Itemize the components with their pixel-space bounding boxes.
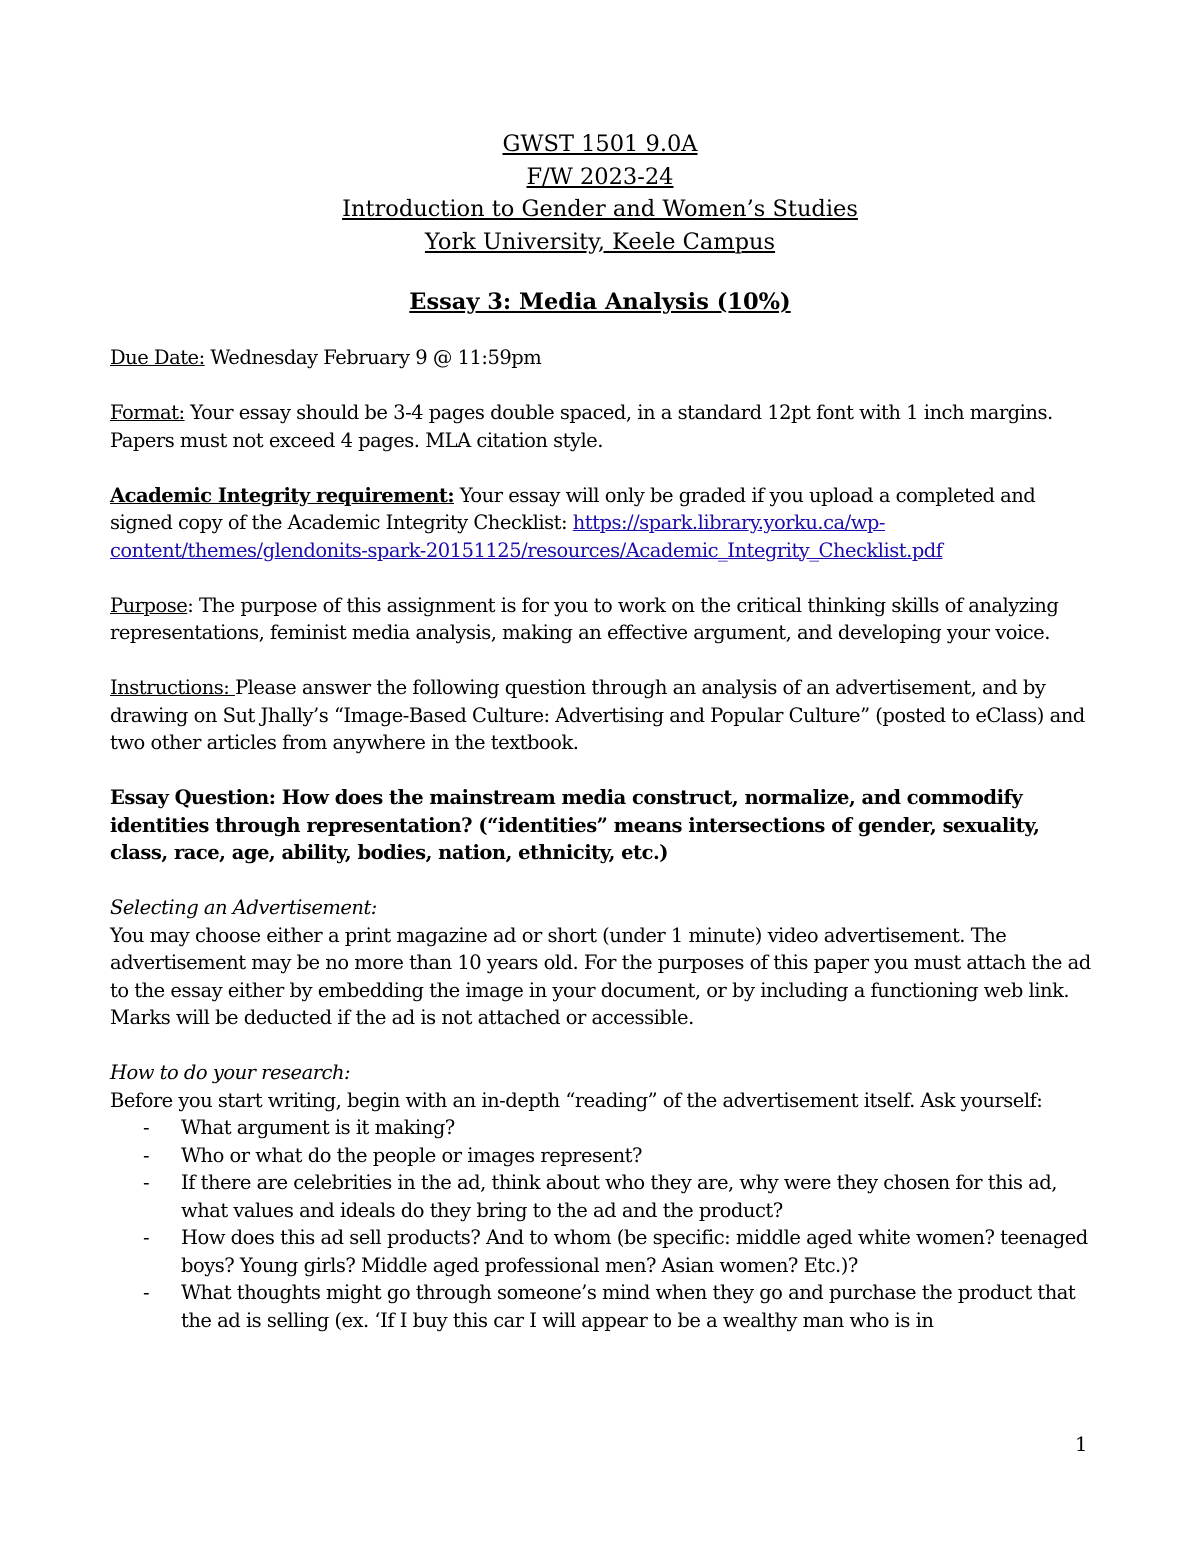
bullet-dash: -	[143, 1281, 150, 1304]
list-item: - What argument is it making?	[110, 1114, 1100, 1142]
selecting-heading: Selecting an Advertisement:	[110, 896, 377, 919]
selecting-text: You may choose either a print magazine ad or short (under 1 minute) video advertisement. The advertisement may be no more than 10 years old. For the purposes of this paper you must attach the ad to the essay either by embedding the image in your document, or by including a functioning web link. Marks will be deducted if the ad is not attached or accessible.	[110, 923, 1091, 1029]
research-section	[110, 1059, 1100, 1334]
due-date-paragraph	[110, 344, 1100, 372]
list-item: - If there are celebrities in the ad, think about who they are, why were they chosen for this ad, what values and ideals do they bring to the ad and the product?	[143, 1171, 1057, 1222]
instructions-text: Please answer the following question through an analysis of an advertisement, and by drawing on Sut Jhally’s “Image-Based Culture: Advertising and Popular Culture” (posted to eClass) and two other articles from anywhere in the textbook.	[110, 676, 1085, 754]
due-date-text: Wednesday February 9 @ 11:59pm	[204, 346, 542, 369]
document-body	[110, 344, 1100, 1334]
research-text: Before you start writing, begin with an in-depth “reading” of the advertisement itself. Ask yourself:	[110, 1088, 1043, 1112]
instructions-label: Instructions:	[110, 676, 236, 699]
integrity-label: Academic Integrity requirement:	[110, 483, 455, 507]
bullet-dash: -	[143, 1226, 150, 1249]
integrity-text: Your essay will only be graded if you upload a completed and signed copy of the Academic Integrity Checklist:	[110, 483, 1036, 534]
course-code: GWST 1501 9.0A	[502, 131, 698, 157]
integrity-link-line1[interactable]: https://spark.library.yorku.ca/wp-	[572, 511, 885, 534]
bullet-dash: -	[143, 1143, 150, 1167]
purpose-text: : The purpose of this assignment is for you to work on the critical thinking skills of analyzing representations, feminist media analysis, making an effective argument, and developing your voice.	[110, 593, 1059, 644]
format-paragraph	[110, 399, 1100, 454]
essay-question: Essay Question: How does the mainstream media construct, normalize, and commodify identities through representation? (“identities” means intersections of gender, sexuality, class, race, age, ability, bodies, nation, ethnicity, etc.)	[110, 786, 1040, 864]
course-term: F/W 2023-24	[526, 163, 674, 190]
page-number: 1	[1075, 1433, 1088, 1456]
format-text: Your essay should be 3-4 pages double spaced, in a standard 12pt font with 1 inch margins. Papers must not exceed 4 pages. MLA citation style.	[110, 401, 1053, 452]
due-date-label: Due Date:	[110, 346, 205, 369]
essay-title: Essay 3: Media Analysis (10%)	[409, 289, 791, 315]
list-item: - Who or what do the people or images represent?	[110, 1142, 1100, 1170]
integrity-link-line2[interactable]: content/themes/glendonits-spark-20151125/resources/Academic_Integrity_Checklist.pdf	[110, 538, 943, 562]
list-item: - What thoughts might go through someone’s mind when they go and purchase the product that the ad is selling (ex. ‘If I buy this car I will appear to be a wealthy man who is in	[143, 1281, 1076, 1332]
integrity-paragraph	[110, 482, 1100, 565]
course-header	[0, 128, 1200, 258]
research-heading: How to do your research:	[110, 1061, 351, 1084]
course-title: Introduction to Gender and Women’s Studies	[342, 196, 858, 222]
format-label: Format:	[110, 401, 185, 424]
purpose-label: Purpose	[110, 593, 188, 617]
selecting-paragraph	[110, 894, 1100, 1032]
bullet-dash: -	[143, 1171, 150, 1194]
research-questions-list	[110, 1114, 1100, 1334]
list-item: - How does this ad sell products? And to whom (be specific: middle aged white women? teenaged boys? Young girls? Middle aged professional men? Asian women? Etc.)?	[143, 1226, 1088, 1277]
institution: York University, Keele Campus	[424, 228, 776, 255]
purpose-paragraph	[110, 592, 1100, 647]
instructions-paragraph	[110, 674, 1100, 757]
bullet-dash: -	[143, 1116, 150, 1139]
